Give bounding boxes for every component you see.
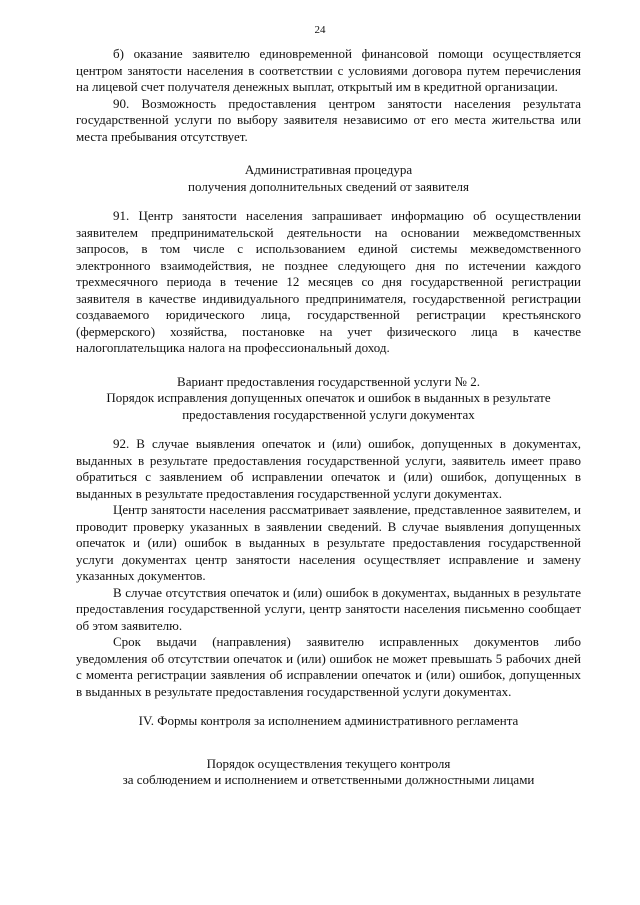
page-number: 24 (314, 24, 326, 36)
paragraph-90: 90. Возможность предоставления центром занятости населения результата государственной услуги по выбору заявителя независимо от его места жительства или места пребывания отсутствует. (76, 95, 581, 144)
heading-variant-title: Вариант предоставления государственной услуги № 2. (177, 373, 480, 389)
page-content (76, 46, 581, 789)
paragraph-92-absence: В случае отсутствия опечаток и (или) ошибок в документах, выданных в результате предоставления государственной услуги, центр занятости населения письменно сообщает об этом заявителю. (76, 584, 581, 633)
heading-variant-subtitle: Порядок исправления допущенных опечаток и ошибок в выданных в результате предоставления государственной услуги документах (106, 390, 551, 422)
paragraph-91: 91. Центр занятости населения запрашивает информацию об осуществлении заявителем предпринимательской деятельности на основании межведомственных запросов, в том числе с использованием единой системы межведомственного электронного взаимодействия, не позднее следующего дня по истечении каждого трехмесячного периода в течение 12 месяцев со дня государственной регистрации заявителя в качестве индивидуального предпринимателя, государственной регистрации создаваемого юридического лица, государственной регистрации крестьянского (фермерского) хозяйства, постановке на учет физического лица в качестве налогоплательщика налога на профессиональный доход. (76, 208, 581, 355)
paragraph-92-review: Центр занятости населения рассматривает заявление, представленное заявителем, и проводит проверку указанных в заявлении сведений. В случае выявления допущенных опечаток и (или) ошибок в выданных в результате предоставления государственной услуги документах центр занятости населения осуществляет исправление и замену указанных документов. (76, 502, 581, 583)
heading-control-title: Порядок осуществления текущего контроля (206, 755, 451, 771)
paragraph-92: 92. В случае выявления опечаток и (или) ошибок, допущенных в документах, выданных в результате предоставления государственной услуги, заявитель имеет право обратиться с заявлением об исправлении опечаток и (или) ошибок, допущенных в выданных в результате предоставления государственной услуги документах. (76, 436, 581, 501)
paragraph-b: б) оказание заявителю единовременной финансовой помощи осуществляется центром занятости населения в соответствии с условиями договора путем перечисления на лицевой счет получателя денежных выплат, открытый им в кредитной организации. (76, 46, 581, 94)
paragraph-92-deadline: Срок выдачи (направления) заявителю исправленных документов либо уведомления об отсутствии опечаток и (или) ошибок не может превышать 5 рабочих дней с момента регистрации заявления об исправлении опечаток и (или) ошибок, допущенных в выданных в результате предоставления государственной услуги документах. (76, 634, 581, 699)
section-iv-heading: IV. Формы контроля за исполнением административного регламента (138, 713, 519, 728)
heading-procedure-title: Административная процедура (244, 162, 413, 177)
heading-control-subtitle: за соблюдением и исполнением и ответственными должностными лицами (122, 772, 535, 787)
heading-procedure-subtitle: получения дополнительных сведений от заявителя (188, 178, 469, 194)
